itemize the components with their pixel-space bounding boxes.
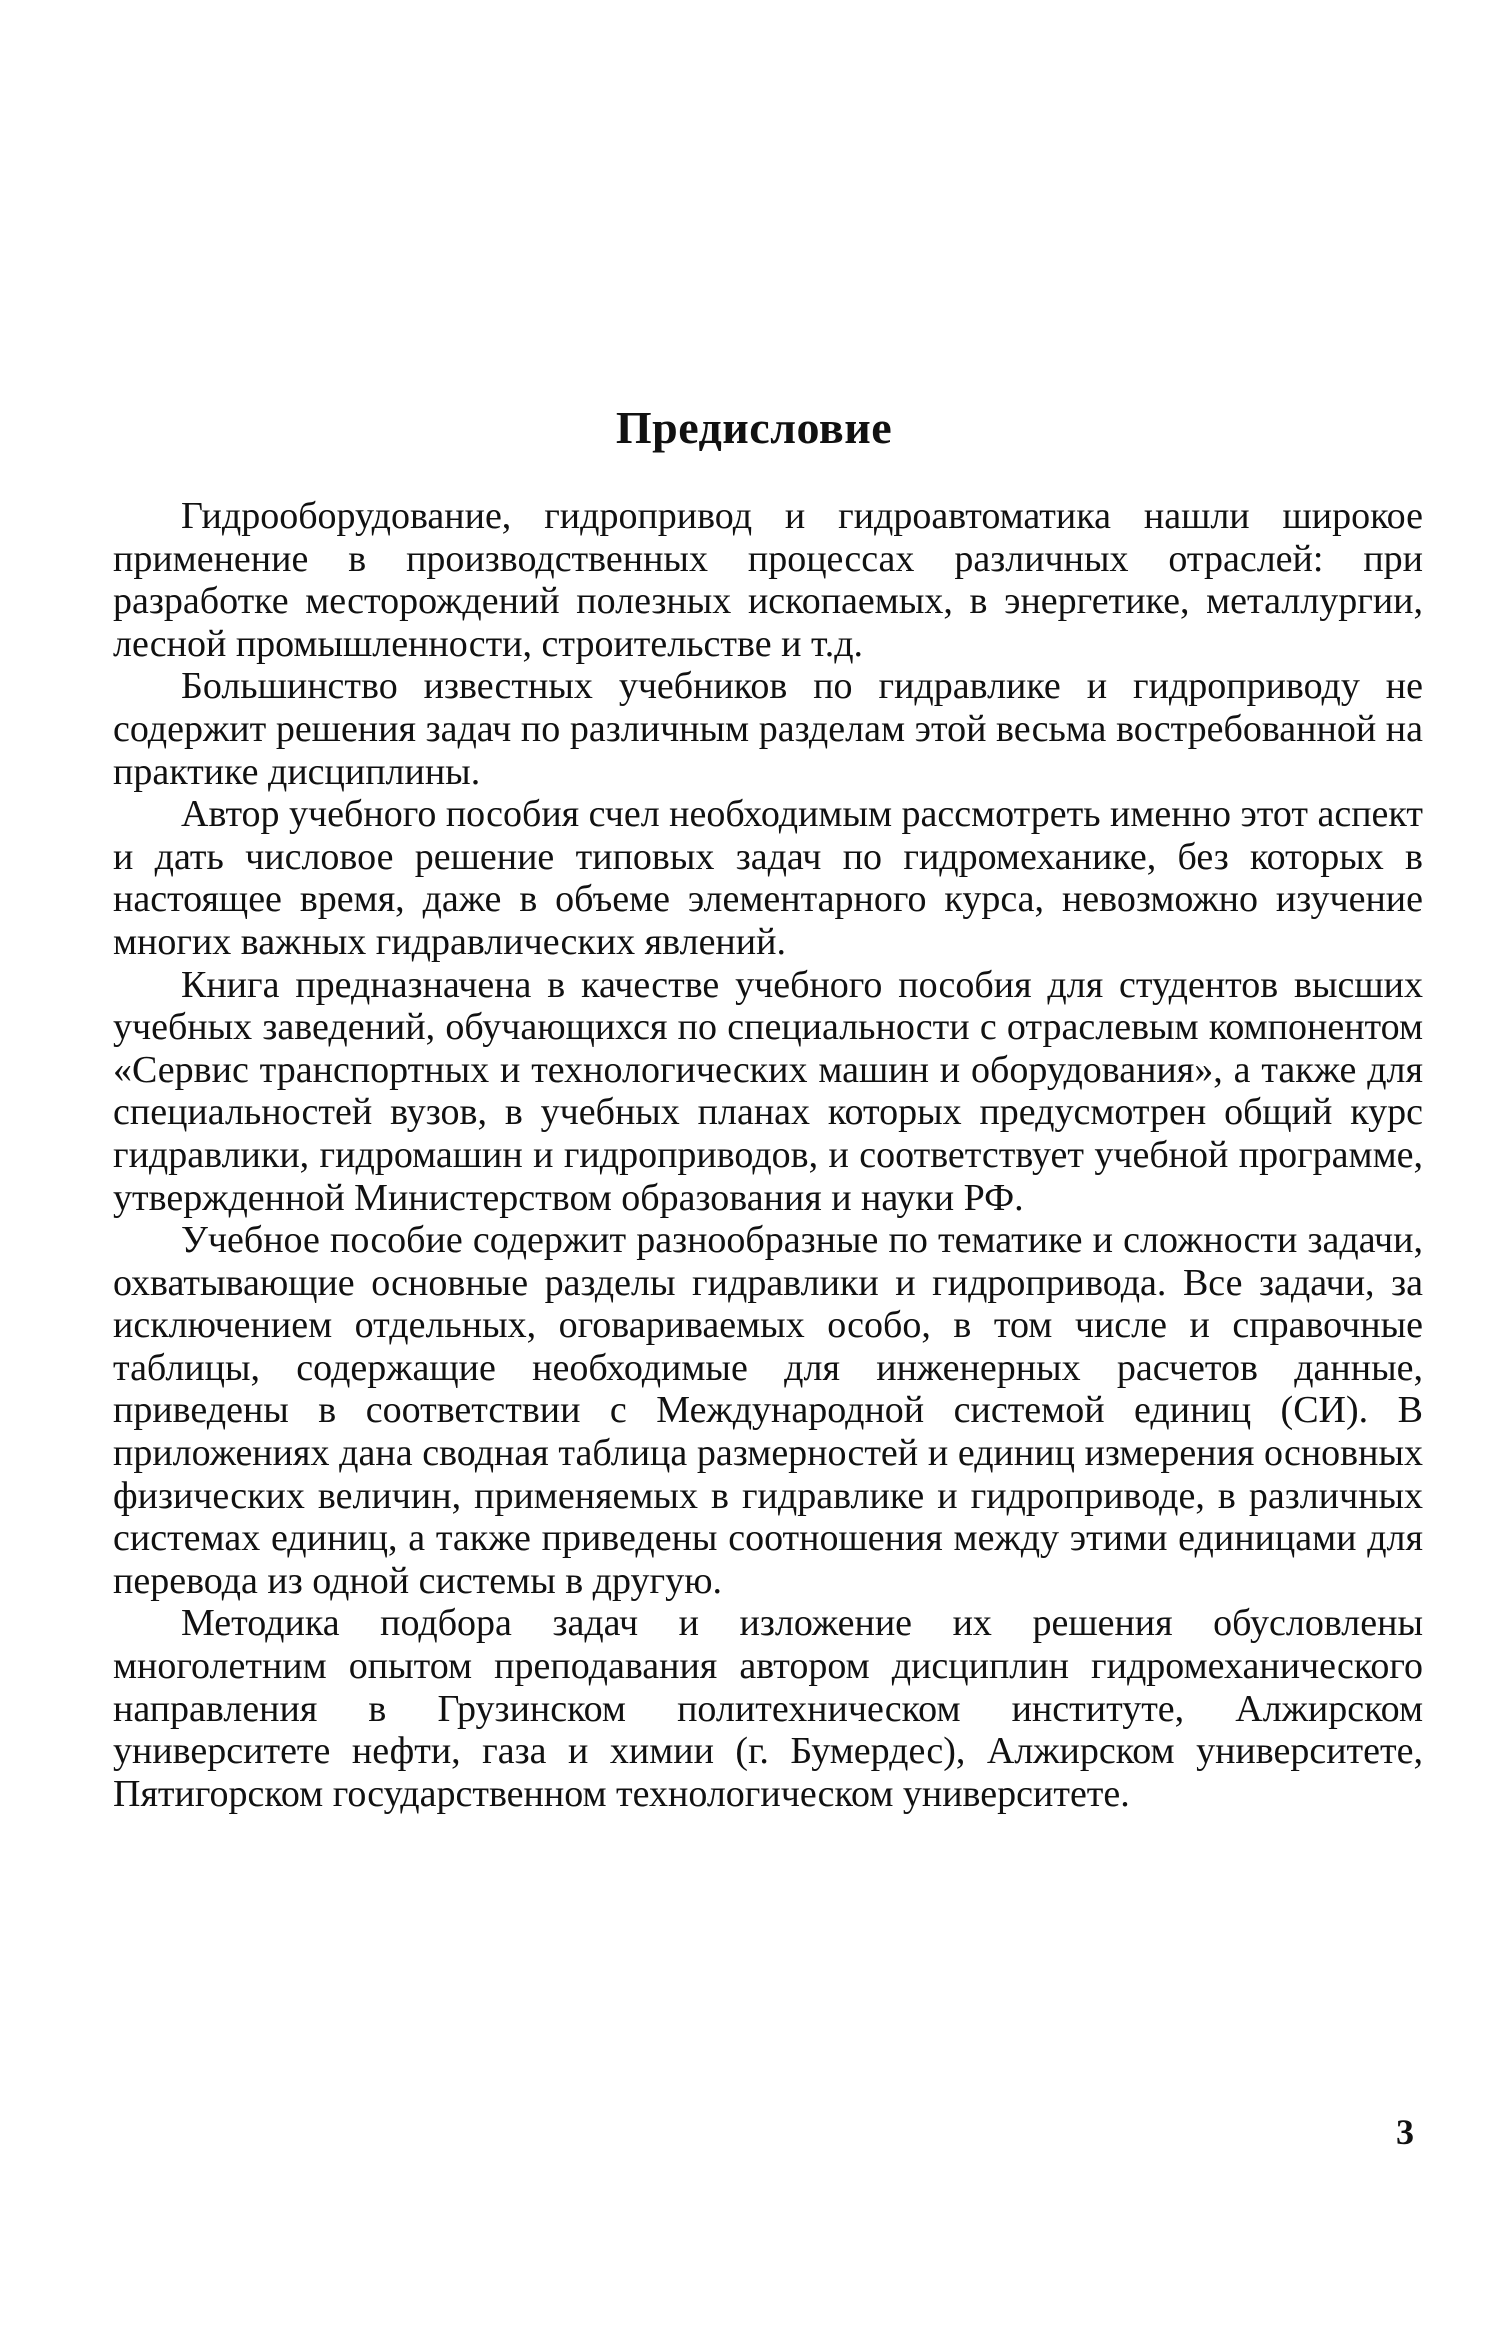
paragraph-3: Автор учебного пособия счел необходимым рассмотреть именно этот аспект и дать числовое решение типовых задач по гидромеханике, без которых в настоящее время, даже в объеме элементарного курса, невозможно изучение многих важных гидравлических явлений.	[113, 793, 1423, 963]
page-number: 3	[1396, 2112, 1414, 2152]
paragraph-6: Методика подбора задач и изложение их решения обусловлены многолетним опытом преподавания автором дисциплин гидромеханического направления в Грузинском политехническом институте, Алжирском университете нефти, газа и химии (г. Бумердес), Алжирском университете, Пятигорском государственном технологическом университете.	[113, 1602, 1423, 1815]
body-text	[113, 495, 1423, 1815]
paragraph-4: Книга предназначена в качестве учебного пособия для студентов высших учебных заведений, обучающихся по специальности с отраслевым компонентом «Сервис транспортных и технологических машин и оборудования», а также для специальностей вузов, в учебных планах которых предусмотрен общий курс гидравлики, гидромашин и гидроприводов, и соответствует учебной программе, утвержденной Министерством образования и науки РФ.	[113, 963, 1423, 1219]
page-title: Предисловие	[615, 402, 893, 453]
paragraph-2: Большинство известных учебников по гидравлике и гидроприводу не содержит решения задач по различным разделам этой весьма востребованной на практике дисциплины.	[113, 665, 1423, 793]
paragraph-5: Учебное пособие содержит разнообразные по тематике и сложности задачи, охватывающие основные разделы гидравлики и гидропривода. Все задачи, за исключением отдельных, оговариваемых особо, в том числе и справочные таблицы, содержащие необходимые для инженерных расчетов данные, приведены в соответствии с Международной системой единиц (СИ). В приложениях дана сводная таблица размерностей и единиц измерения основных физических величин, применяемых в гидравлике и гидроприводе, в различных системах единиц, а также приведены соотношения между этими единицами для перевода из одной системы в другую.	[113, 1219, 1423, 1602]
paragraph-1: Гидрооборудование, гидропривод и гидроавтоматика нашли широкое применение в производственных процессах различных отраслей: при разработке месторождений полезных ископаемых, в энергетике, металлургии, лесной промышленности, строительстве и т.д.	[113, 495, 1423, 665]
